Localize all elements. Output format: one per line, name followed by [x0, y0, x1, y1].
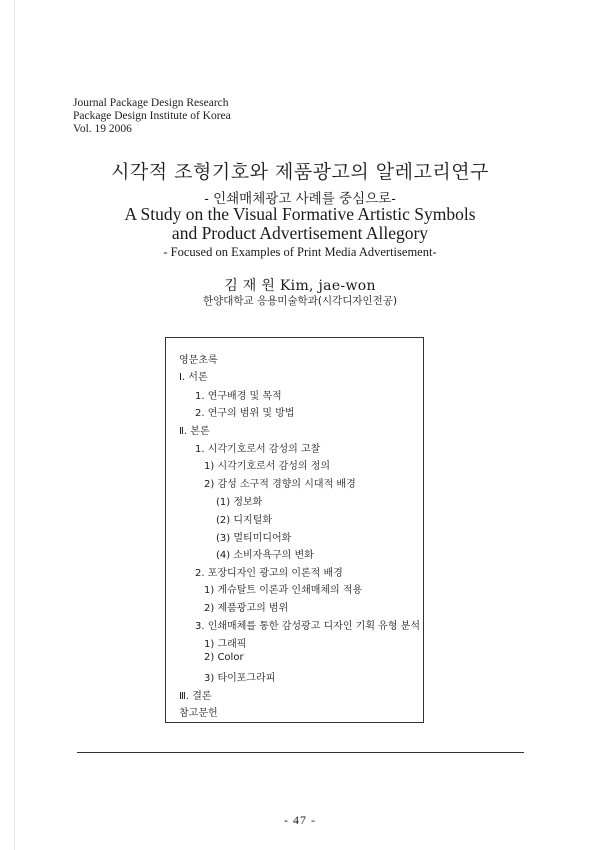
toc-item: 2) 제품광고의 범위 — [204, 603, 289, 614]
toc-item: (3) 멀티미디어화 — [216, 533, 292, 544]
toc-item: 2. 연구의 범위 및 방법 — [195, 408, 295, 419]
toc-item: (1) 정보화 — [216, 497, 263, 508]
divider-line — [77, 752, 524, 753]
english-title-line2: and Product Advertisement Allegory — [171, 223, 429, 243]
journal-header — [73, 97, 231, 136]
table-of-contents — [165, 337, 424, 723]
author-name: 김 재 원 Kim, jae-won — [224, 278, 376, 294]
korean-subtitle: - 인쇄매체광고 사례를 중심으로- — [204, 191, 396, 207]
english-title-line1: A Study on the Visual Formative Artistic Symbols — [124, 204, 476, 224]
toc-item: (4) 소비자욕구의 변화 — [216, 550, 314, 561]
journal-name: Journal Package Design Research — [73, 97, 229, 109]
toc-item: 3. 인쇄매체를 통한 감성광고 디자인 기획 유형 분석 — [195, 621, 420, 632]
toc-item-section-2: Ⅱ. 본론 — [179, 426, 210, 437]
toc-item: 2) 감성 소구적 경향의 시대적 배경 — [204, 479, 356, 490]
toc-item-section-1: Ⅰ. 서론 — [179, 372, 208, 383]
toc-item-abstract: 영문초록 — [179, 355, 218, 366]
author-affiliation: 한양대학교 응용미술학과(시각디자인전공) — [202, 295, 398, 307]
english-subtitle: - Focused on Examples of Print Media Advertisement- — [163, 245, 437, 259]
volume-info: Vol. 19 2006 — [73, 123, 132, 135]
toc-item: 1. 연구배경 및 목적 — [195, 391, 282, 402]
korean-title: 시각적 조형기호와 제품광고의 알레고리연구 — [111, 161, 489, 183]
toc-item: 1) 게슈탈트 이론과 인쇄매체의 적용 — [204, 585, 363, 596]
toc-item-references: 참고문헌 — [179, 708, 218, 719]
toc-item: 1. 시각기호로서 감성의 고찰 — [195, 444, 321, 455]
society-name: Package Design Institute of Korea — [73, 110, 231, 122]
toc-item: 2) Color — [204, 652, 244, 663]
toc-item: (2) 디지털화 — [216, 515, 272, 526]
page-number: - 47 - — [284, 813, 316, 827]
toc-item: 1) 그래픽 — [204, 639, 247, 650]
toc-item: 2. 포장디자인 광고의 이론적 배경 — [195, 568, 343, 579]
toc-item-section-3: Ⅲ. 결론 — [179, 691, 212, 702]
toc-item: 3) 타이포그라피 — [204, 673, 276, 684]
toc-item: 1) 시각기호로서 감성의 정의 — [204, 461, 331, 472]
scan-edge — [14, 0, 15, 850]
